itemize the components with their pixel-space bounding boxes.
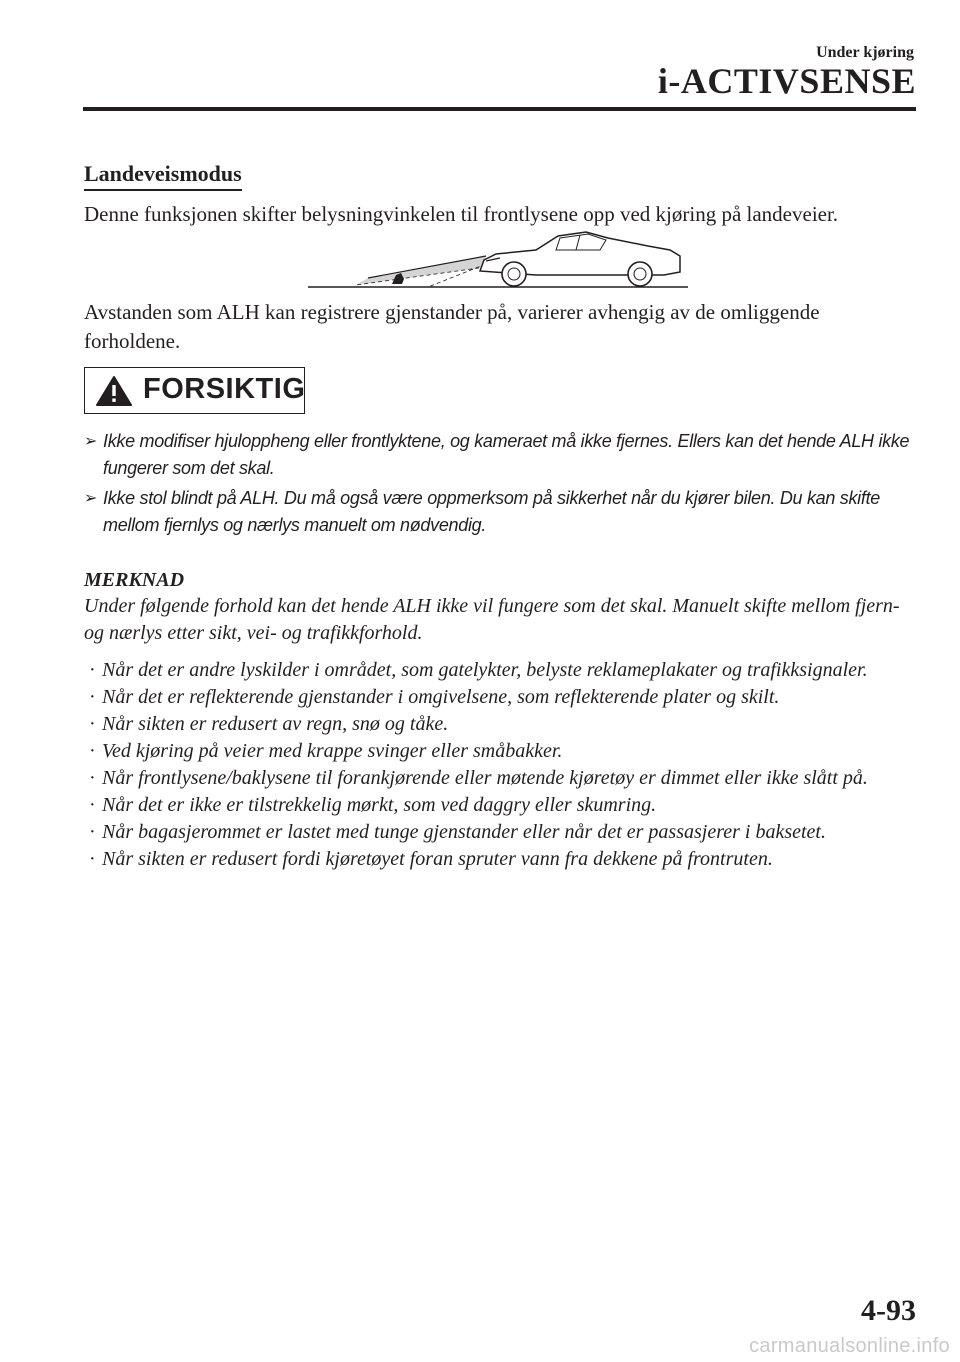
ahl-range-paragraph: Avstanden som ALH kan registrere gjenstander på, varierer avhengig av de omliggende forholdene. [84,300,820,353]
section-title: Landeveismodus [84,160,242,191]
list-item-text: Når sikten er redusert fordi kjøretøyet foran spruter vann fra dekkene på frontruten. [102,848,773,870]
caution-item-text: Ikke stol blindt på ALH. Du må også være oppmerksom på sikkerhet når du kjører bilen. Du kan skifte mellom fjernlys og nærlys manuelt om nødvendig. [103,488,880,535]
caution-list [84,428,924,542]
list-item-text: Når frontlysene/baklysene til forankjørende eller møtende kjøretøy er dimmet eller ikke slått på. [102,767,868,789]
list-item-text: Ved kjøring på veier med krappe svinger eller småbakker. [102,740,563,762]
bullet-dot: · [89,794,96,816]
caution-item-text: Ikke modifiser hjuloppheng eller frontlyktene, og kameraet må ikke fjernes. Ellers kan det hende ALH ikke fungerer som det skal. [103,431,910,478]
note-text: Under følgende forhold kan det hende ALH ikke vil fungere som det skal. Manuelt skifte mellom fjern- og nærlys etter sikt, vei- og trafikkforhold. [84,595,900,644]
bullet-dot: · [89,713,96,735]
list-item-text: Når det er ikke er tilstrekkelig mørkt, som ved daggry eller skumring. [102,794,657,816]
arrow-bullet-icon: ➢ [84,433,98,450]
car-headlight-illustration [308,226,688,288]
intro-text: Denne funksjonen skifter belysningvinkelen til frontlysene opp ved kjøring på landeveier. [84,202,839,226]
list-item-text: Når det er reflekterende gjenstander i omgivelsene, som reflekterende plater og skilt. [102,686,780,708]
list-item [84,684,934,711]
watermark[interactable]: carmanualsonline.info [749,1335,950,1357]
note-list [84,657,934,873]
caution-item [84,428,924,482]
note-heading: MERKNAD [84,569,185,591]
bullet-dot: · [89,740,96,762]
bullet-dot: · [89,659,96,681]
list-item [84,792,934,819]
header-rule [83,107,916,111]
caution-box [84,367,305,414]
list-item-text: Når bagasjerommet er lastet med tunge gjenstander eller når det er passasjerer i baksetet. [102,821,826,843]
page-number: 4-93 [861,1294,916,1327]
bullet-dot: · [89,767,96,789]
list-item [84,846,934,873]
caution-label: FORSIKTIG [143,373,306,405]
list-item [84,657,934,684]
bullet-dot: · [89,686,96,708]
page-title: i-ACTIVSENSE [657,61,916,101]
arrow-bullet-icon: ➢ [84,490,98,507]
warning-triangle-icon [95,375,133,407]
list-item [84,819,934,846]
list-item [84,711,934,738]
list-item [84,738,934,765]
list-item-text: Når sikten er redusert av regn, snø og tåke. [102,713,449,735]
bullet-dot: · [89,848,96,870]
bullet-dot: · [89,821,96,843]
list-item-text: Når det er andre lyskilder i området, som gatelykter, belyste reklameplakater og trafikksignaler. [102,659,868,681]
caution-item [84,485,924,539]
header-section: Under kjøring [816,44,914,61]
list-item [84,765,934,792]
